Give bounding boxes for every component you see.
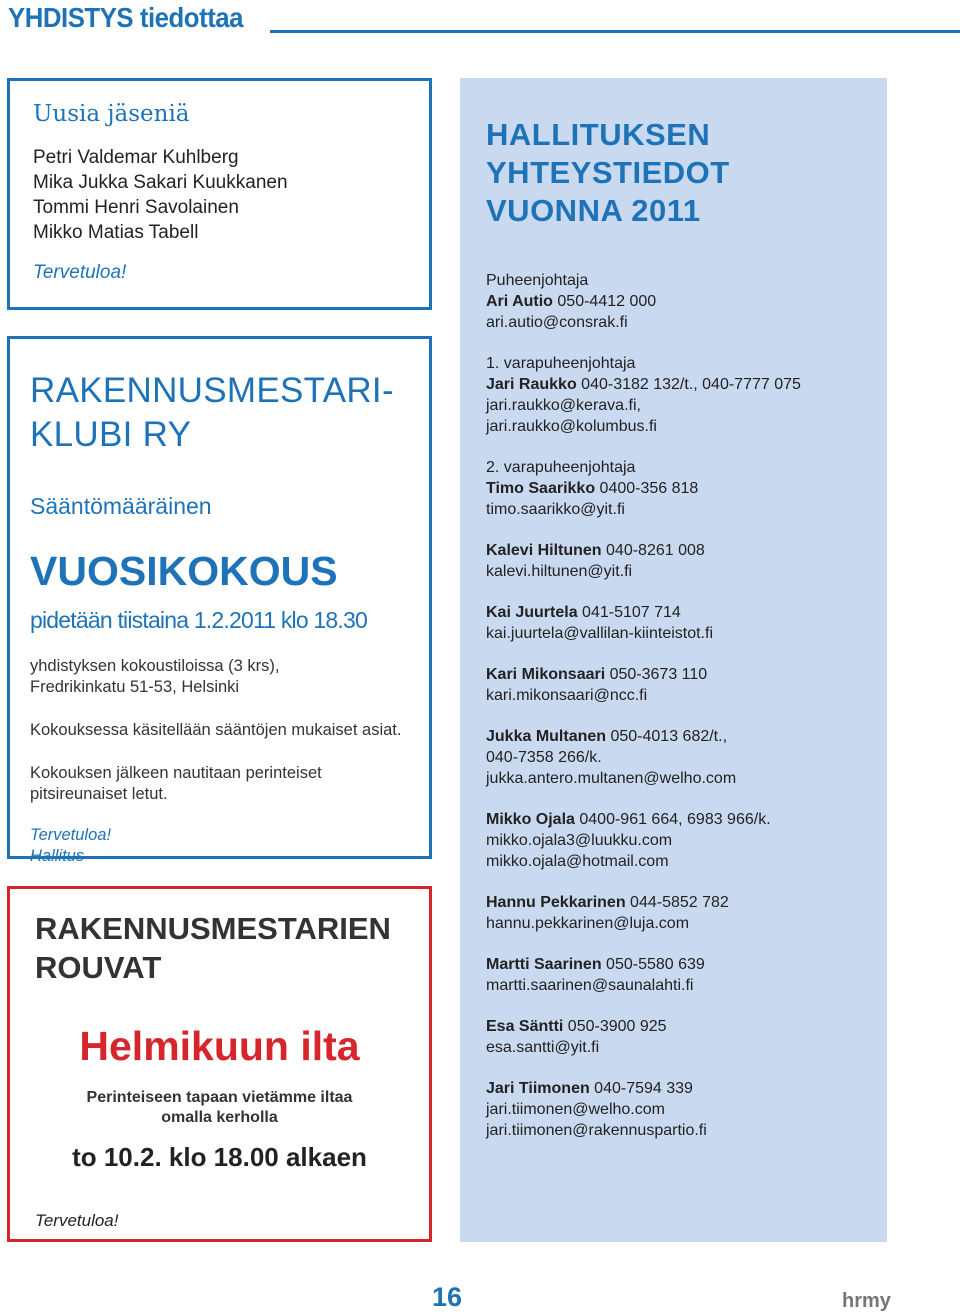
contact-name: Kai Juurtela xyxy=(486,604,578,621)
ladies-title-line1: RAKENNUSMESTARIEN xyxy=(35,911,391,946)
meeting-welcome: Tervetuloa! xyxy=(30,826,112,844)
contact-phone: 050-5580 639 xyxy=(601,956,705,973)
ladies-title-line2: ROUVAT xyxy=(35,950,162,985)
contact-entry xyxy=(486,270,861,333)
contact-entry xyxy=(486,540,861,582)
ladies-event-title: Helmikuun ilta xyxy=(79,1023,360,1069)
contact-phone: 040-7594 339 xyxy=(589,1080,693,1097)
contact-detail: mikko.ojala@hotmail.com xyxy=(486,853,669,870)
contact-entry xyxy=(486,809,861,872)
contact-detail: ari.autio@consrak.fi xyxy=(486,314,628,331)
ladies-welcome: Tervetuloa! xyxy=(35,1211,119,1230)
contact-entry xyxy=(486,664,861,706)
member-name: Petri Valdemar Kuhlberg xyxy=(33,147,239,168)
contact-name: Hannu Pekkarinen xyxy=(486,894,626,911)
meeting-signer: Hallitus xyxy=(30,847,85,865)
contact-name: Jukka Multanen xyxy=(486,728,607,745)
contact-name: Timo Saarikko xyxy=(486,480,596,497)
contact-detail: jari.tiimonen@rakennuspartio.fi xyxy=(486,1122,707,1139)
contact-name: Kalevi Hiltunen xyxy=(486,542,602,559)
contact-phone: 050-3673 110 xyxy=(605,666,708,683)
contact-name: Ari Autio xyxy=(486,293,553,310)
contact-entry xyxy=(486,954,861,996)
member-name: Mikko Matias Tabell xyxy=(33,222,199,243)
contact-detail: timo.saarikko@yit.fi xyxy=(486,501,625,518)
org-name-line1: RAKENNUSMESTARI- xyxy=(30,371,394,410)
contact-name: Jari Raukko xyxy=(486,376,577,393)
meeting-after-line2: pitsireunaiset letut. xyxy=(30,785,168,803)
contact-detail: esa.santti@yit.fi xyxy=(486,1039,600,1056)
meeting-subtitle: Sääntömääräinen xyxy=(30,493,212,519)
annual-meeting-box xyxy=(7,336,432,865)
board-title-line3: VUONNA 2011 xyxy=(486,193,701,228)
contact-name: Kari Mikonsaari xyxy=(486,666,606,683)
contact-detail: kai.juurtela@vallilan-kiinteistot.fi xyxy=(486,625,713,642)
contact-role: 2. varapuheenjohtaja xyxy=(486,459,636,476)
contact-phone: 040-8261 008 xyxy=(601,542,705,559)
meeting-title: VUOSIKOKOUS xyxy=(30,548,338,594)
contact-detail: 040-7358 266/k. xyxy=(486,749,602,766)
contact-detail: jukka.antero.multanen@welho.com xyxy=(486,770,737,787)
ladies-evening-box xyxy=(7,886,432,1242)
contact-phone: 0400-961 664, 6983 966/k. xyxy=(574,811,771,828)
contact-entry xyxy=(486,602,861,644)
board-title-line2: YHTEYSTIEDOT xyxy=(486,155,730,190)
org-name-line2: KLUBI RY xyxy=(30,415,192,454)
new-members-welcome: Tervetuloa! xyxy=(33,262,127,283)
contact-entry xyxy=(486,726,861,789)
contact-name: Esa Säntti xyxy=(486,1018,564,1035)
meeting-agenda: Kokouksessa käsitellään sääntöjen mukaiset asiat. xyxy=(30,721,402,739)
contact-phone: 0400-356 818 xyxy=(595,480,699,497)
meeting-address-line2: Fredrikinkatu 51-53, Helsinki xyxy=(30,678,240,696)
contact-role: 1. varapuheenjohtaja xyxy=(486,355,636,372)
section-header: YHDISTYS tiedottaa xyxy=(8,2,244,33)
contact-role: Puheenjohtaja xyxy=(486,272,589,289)
contact-entry xyxy=(486,353,861,437)
contact-detail: jari.raukko@kolumbus.fi xyxy=(486,418,657,435)
contact-detail: hannu.pekkarinen@luja.com xyxy=(486,915,690,932)
contact-phone: 050-3900 925 xyxy=(563,1018,667,1035)
contact-name: Mikko Ojala xyxy=(486,811,575,828)
contact-entry xyxy=(486,892,861,934)
contact-detail: kari.mikonsaari@ncc.fi xyxy=(486,687,648,704)
ladies-desc-line1: Perinteiseen tapaan vietämme iltaa xyxy=(86,1089,353,1106)
contact-entry xyxy=(486,457,861,520)
contact-name: Martti Saarinen xyxy=(486,956,602,973)
contact-phone: 040-3182 132/t., 040-7777 075 xyxy=(576,376,801,393)
contact-phone: 050-4412 000 xyxy=(552,293,657,310)
page-number: 16 xyxy=(432,1282,463,1312)
ladies-desc-line2: omalla kerholla xyxy=(161,1109,278,1126)
new-members-title: Uusia jäseniä xyxy=(33,101,190,127)
contact-detail: martti.saarinen@saunalahti.fi xyxy=(486,977,694,994)
contact-detail: jari.raukko@kerava.fi, xyxy=(486,397,641,414)
ladies-time: to 10.2. klo 18.00 alkaen xyxy=(72,1142,367,1172)
contact-phone: 050-4013 682/t., xyxy=(606,728,728,745)
contact-detail: kalevi.hiltunen@yit.fi xyxy=(486,563,633,580)
member-name: Tommi Henri Savolainen xyxy=(33,197,239,218)
meeting-address-line1: yhdistyksen kokoustiloissa (3 krs), xyxy=(30,657,280,675)
meeting-date: pidetään tiistaina 1.2.2011 klo 18.30 xyxy=(30,607,367,633)
meeting-after-line1: Kokouksen jälkeen nautitaan perinteiset xyxy=(30,764,322,782)
header-rule xyxy=(270,30,960,33)
contact-detail: mikko.ojala3@luukku.com xyxy=(486,832,673,849)
member-name: Mika Jukka Sakari Kuukkanen xyxy=(33,172,288,193)
new-members-box xyxy=(7,78,432,310)
contact-phone: 044-5852 782 xyxy=(625,894,729,911)
board-title-line1: HALLITUKSEN xyxy=(486,117,711,152)
contact-entry xyxy=(486,1016,861,1058)
publisher-logo: hrmy xyxy=(842,1290,891,1312)
contact-phone: 041-5107 714 xyxy=(577,604,681,621)
contact-list xyxy=(486,270,861,1141)
board-contacts-box xyxy=(460,78,887,1242)
contact-detail: jari.tiimonen@welho.com xyxy=(486,1101,665,1118)
contact-name: Jari Tiimonen xyxy=(486,1080,590,1097)
contact-entry xyxy=(486,1078,861,1141)
